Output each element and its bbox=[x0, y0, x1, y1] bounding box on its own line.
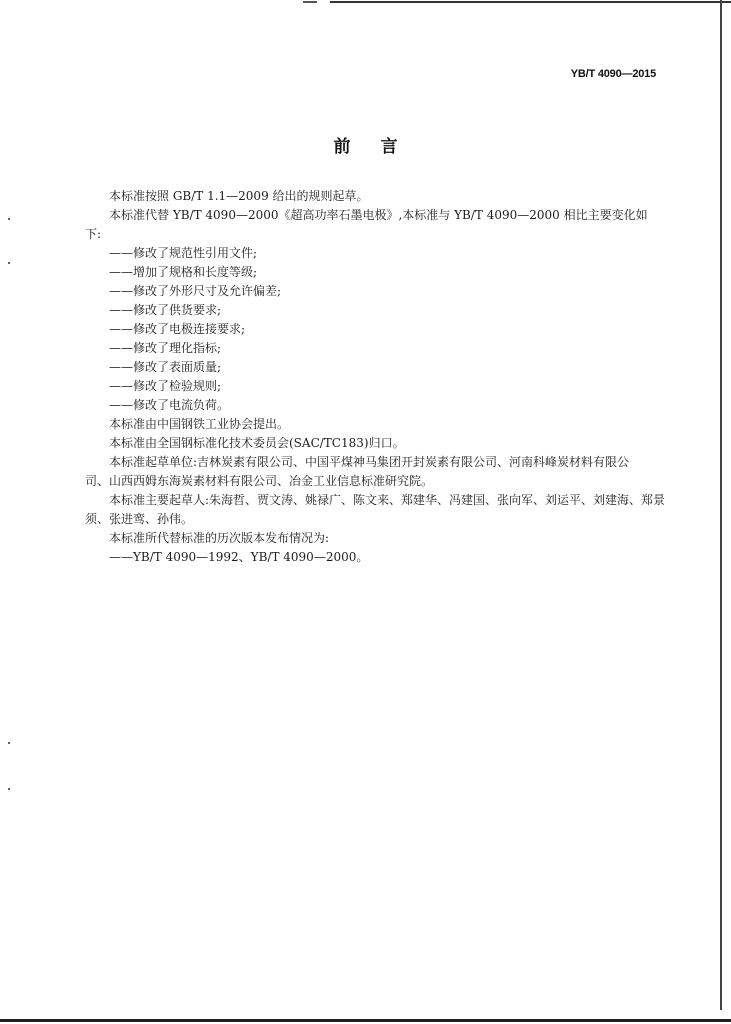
foreword-body bbox=[85, 187, 666, 567]
list-item-change: ——修改了电极连接要求; bbox=[109, 322, 246, 336]
list-item-change: ——增加了规格和长度等级; bbox=[109, 265, 258, 279]
list-item-change: ——修改了电流负荷。 bbox=[109, 398, 230, 412]
list-item-change: ——修改了表面质量; bbox=[109, 360, 222, 374]
paragraph-drafting-units-line-2: 司、山西西姆东海炭素材料有限公司、冶金工业信息标准研究院。 bbox=[85, 474, 434, 488]
list-item-change: ——修改了外形尺寸及允许偏差; bbox=[109, 284, 282, 298]
scan-speck bbox=[8, 742, 10, 744]
scan-speck bbox=[8, 788, 10, 790]
section-title: 前言 bbox=[333, 137, 428, 157]
document-number: YB/T 4090—2015 bbox=[570, 68, 656, 80]
scan-artifact-top-tick bbox=[303, 1, 317, 3]
list-item-change: ——修改了理化指标; bbox=[109, 341, 222, 355]
paragraph-managed-by: 本标准由全国钢标准化技术委员会(SAC/TC183)归口。 bbox=[109, 436, 405, 450]
paragraph-drafters-line-2: 须、张进鸾、孙伟。 bbox=[85, 512, 194, 526]
paragraph-drafting-rules: 本标准按照 GB/T 1.1—2009 给出的规则起草。 bbox=[109, 189, 369, 203]
paragraph-replaces-line-1: 本标准代替 YB/T 4090—2000《超高功率石墨电极》,本标准与 YB/T 4090—2000 相比主要变化如 bbox=[109, 208, 648, 222]
list-item-change: ——修改了规范性引用文件; bbox=[109, 246, 258, 260]
list-item-change: ——修改了检验规则; bbox=[109, 379, 222, 393]
list-item-change: ——修改了供货要求; bbox=[109, 303, 222, 317]
scan-border-bottom bbox=[0, 1019, 731, 1022]
paragraph-drafting-units-line-1: 本标准起草单位:吉林炭素有限公司、中国平煤神马集团开封炭素有限公司、河南科峰炭材料有限公 bbox=[109, 455, 630, 469]
paragraph-replaces-line-2: 下: bbox=[85, 227, 102, 241]
list-item-history: ——YB/T 4090—1992、YB/T 4090—2000。 bbox=[109, 550, 369, 564]
scan-speck bbox=[8, 262, 10, 264]
paragraph-proposed-by: 本标准由中国钢铁工业协会提出。 bbox=[109, 417, 290, 431]
paragraph-history-intro: 本标准所代替标准的历次版本发布情况为: bbox=[109, 531, 330, 545]
scan-speck bbox=[8, 218, 10, 220]
paragraph-drafters-line-1: 本标准主要起草人:朱海哲、贾文涛、姚禄广、陈文来、郑建华、冯建国、张向军、刘运平、刘建海、郑景 bbox=[109, 493, 666, 507]
scan-border-top bbox=[330, 1, 731, 3]
